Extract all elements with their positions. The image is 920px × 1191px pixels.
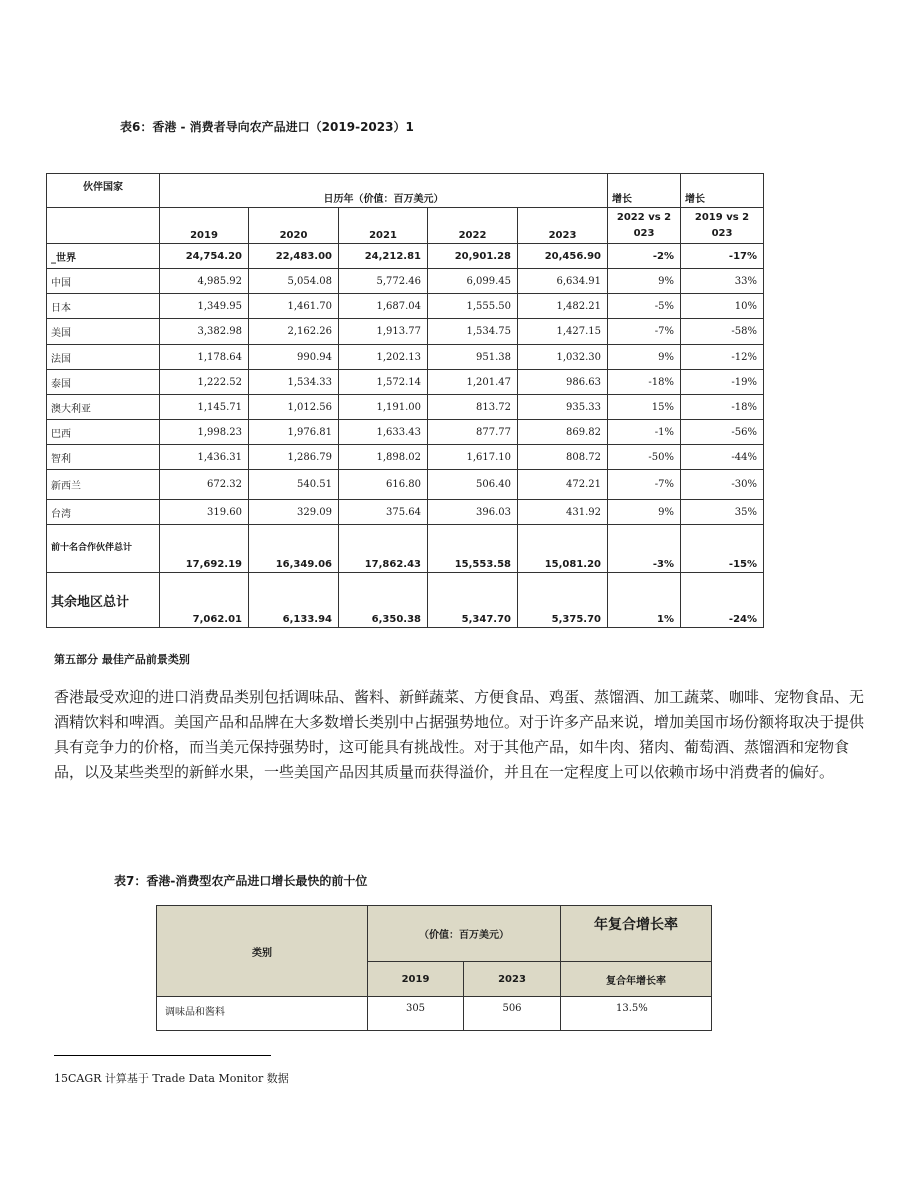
row-label: 法国 — [47, 345, 160, 370]
footnote-divider — [54, 1055, 271, 1056]
value-cell: 1,687.04 — [339, 294, 428, 319]
value-header: （价值：百万美元） — [368, 906, 561, 962]
row-label: 美国 — [47, 319, 160, 345]
growth-cell: 9% — [608, 345, 681, 370]
value-cell: 1,461.70 — [249, 294, 339, 319]
value-cell: 986.63 — [518, 370, 608, 395]
value-cell: 17,692.19 — [160, 525, 249, 573]
row-label: 前十名合作伙伴总计 — [47, 525, 160, 573]
footnote: 15CAGR 计算基于 Trade Data Monitor 数据 — [54, 1072, 289, 1085]
growth-cell: -18% — [681, 395, 764, 420]
growth-cell: -30% — [681, 470, 764, 500]
value-cell: 22,483.00 — [249, 244, 339, 269]
value-cell: 2,162.26 — [249, 319, 339, 345]
growth-cell: -2% — [608, 244, 681, 269]
table7-caption: 表7：香港-消费型农产品进口增长最快的前十位 — [114, 874, 368, 888]
section-title: 第五部分 最佳产品前景类别 — [54, 653, 190, 666]
value-cell: 5,347.70 — [428, 573, 518, 628]
year-header: 2020 — [249, 208, 339, 244]
row-label: 新西兰 — [47, 470, 160, 500]
value-cell: 1,555.50 — [428, 294, 518, 319]
value-cell: 17,862.43 — [339, 525, 428, 573]
growth-cell: -56% — [681, 420, 764, 445]
value-cell: 5,054.08 — [249, 269, 339, 294]
growth-cell: -12% — [681, 345, 764, 370]
growth-cell: -17% — [681, 244, 764, 269]
value-cell: 506 — [464, 997, 561, 1031]
table-row — [47, 395, 764, 420]
year-header: 2022 — [428, 208, 518, 244]
year-header-2019: 2019 — [368, 962, 464, 997]
value-cell: 3,382.98 — [160, 319, 249, 345]
value-cell: 20,456.90 — [518, 244, 608, 269]
growth-cell: 9% — [608, 500, 681, 525]
value-cell: 808.72 — [518, 445, 608, 470]
value-cell: 396.03 — [428, 500, 518, 525]
value-cell: 5,375.70 — [518, 573, 608, 628]
value-cell: 24,212.81 — [339, 244, 428, 269]
growth-cell: 35% — [681, 500, 764, 525]
growth-cell: -44% — [681, 445, 764, 470]
table-row — [47, 294, 764, 319]
value-cell: 672.32 — [160, 470, 249, 500]
table-row — [47, 370, 764, 395]
value-cell: 935.33 — [518, 395, 608, 420]
value-cell: 1,012.56 — [249, 395, 339, 420]
value-cell: 877.77 — [428, 420, 518, 445]
growth-header-1: 增长 — [608, 174, 681, 208]
value-cell: 15,553.58 — [428, 525, 518, 573]
value-cell: 7,062.01 — [160, 573, 249, 628]
value-cell: 16,349.06 — [249, 525, 339, 573]
value-cell: 1,222.52 — [160, 370, 249, 395]
row-label: 中国 — [47, 269, 160, 294]
year-header-2023: 2023 — [464, 962, 561, 997]
value-cell: 375.64 — [339, 500, 428, 525]
table-row — [47, 445, 764, 470]
value-cell: 1,202.13 — [339, 345, 428, 370]
value-cell: 5,772.46 — [339, 269, 428, 294]
cagr-cell: 13.5% — [561, 997, 712, 1031]
cagr-sub-header: 复合年增长率 — [561, 962, 712, 997]
growth-cell: -15% — [681, 525, 764, 573]
partner-header: 伙伴国家 — [47, 174, 160, 208]
row-label: 泰国 — [47, 370, 160, 395]
row-label: 澳大利亚 — [47, 395, 160, 420]
value-cell: 616.80 — [339, 470, 428, 500]
value-cell: 6,099.45 — [428, 269, 518, 294]
table-row — [47, 470, 764, 500]
value-cell: 1,178.64 — [160, 345, 249, 370]
row-label: 台湾 — [47, 500, 160, 525]
value-cell: 1,534.33 — [249, 370, 339, 395]
value-cell: 869.82 — [518, 420, 608, 445]
value-cell: 1,617.10 — [428, 445, 518, 470]
table-row — [47, 244, 764, 269]
value-cell: 1,032.30 — [518, 345, 608, 370]
value-cell: 1,534.75 — [428, 319, 518, 345]
year-header: 2021 — [339, 208, 428, 244]
year-header: 2023 — [518, 208, 608, 244]
value-cell: 15,081.20 — [518, 525, 608, 573]
table-row — [47, 269, 764, 294]
value-cell: 6,133.94 — [249, 573, 339, 628]
value-cell: 540.51 — [249, 470, 339, 500]
value-cell: 1,913.77 — [339, 319, 428, 345]
value-cell: 1,998.23 — [160, 420, 249, 445]
growth-cell: -7% — [608, 470, 681, 500]
value-cell: 431.92 — [518, 500, 608, 525]
calendar-header: 日历年（价值：百万美元） — [160, 174, 608, 208]
value-cell: 1,482.21 — [518, 294, 608, 319]
value-cell: 1,286.79 — [249, 445, 339, 470]
value-cell: 1,633.43 — [339, 420, 428, 445]
value-cell: 990.94 — [249, 345, 339, 370]
growth-cell: -18% — [608, 370, 681, 395]
growth-sub-header-2: 2019 vs 2 023 — [681, 208, 764, 244]
row-label: 巴西 — [47, 420, 160, 445]
value-cell: 24,754.20 — [160, 244, 249, 269]
table-row — [47, 345, 764, 370]
growth-cell: 15% — [608, 395, 681, 420]
growth-cell: 9% — [608, 269, 681, 294]
table-row — [47, 500, 764, 525]
section-paragraph: 香港最受欢迎的进口消费品类别包括调味品、酱料、新鲜蔬菜、方便食品、鸡蛋、蒸馏酒、加工蔬菜、咖啡、宠物食品、无酒精饮料和啤酒。美国产品和品牌在大多数增长类别中占据强势地位。对于许多产品来说，增加美国市场份额将取决于提供具有竞争力的价格，而当美元保持强势时，这可能具有挑战性。对于其他产品，如牛肉、猪肉、葡萄酒、蒸馏酒和宠物食品，以及某些类型的新鲜水果，一些美国产品因其质量而获得溢价，并且在一定程度上可以依赖市场中消费者的偏好。 — [54, 688, 865, 781]
value-cell: 1,976.81 — [249, 420, 339, 445]
cagr-header: 年复合增长率 — [561, 906, 712, 962]
growth-cell: -58% — [681, 319, 764, 345]
value-cell: 20,901.28 — [428, 244, 518, 269]
table6-caption: 表6：香港 - 消费者导向农产品进口（2019-2023）1 — [120, 120, 414, 134]
category-header: 类别 — [157, 906, 368, 997]
growth-sub-header-1: 2022 vs 2 023 — [608, 208, 681, 244]
value-cell: 1,201.47 — [428, 370, 518, 395]
value-cell: 4,985.92 — [160, 269, 249, 294]
value-cell: 6,350.38 — [339, 573, 428, 628]
growth-cell: -50% — [608, 445, 681, 470]
growth-cell: 10% — [681, 294, 764, 319]
year-header: 2019 — [160, 208, 249, 244]
table7 — [156, 905, 712, 1031]
category-cell: 调味品和酱料 — [157, 997, 368, 1031]
value-cell: 1,427.15 — [518, 319, 608, 345]
growth-cell: -3% — [608, 525, 681, 573]
table6 — [46, 173, 764, 628]
row-label: 智利 — [47, 445, 160, 470]
value-cell: 1,145.71 — [160, 395, 249, 420]
growth-cell: -24% — [681, 573, 764, 628]
growth-cell: -19% — [681, 370, 764, 395]
table-row — [47, 319, 764, 345]
growth-cell: -1% — [608, 420, 681, 445]
value-cell: 1,436.31 — [160, 445, 249, 470]
growth-cell: 33% — [681, 269, 764, 294]
value-cell: 1,572.14 — [339, 370, 428, 395]
value-cell: 813.72 — [428, 395, 518, 420]
row-label: _世界 — [47, 244, 160, 269]
growth-header-2: 增长 — [681, 174, 764, 208]
value-cell: 506.40 — [428, 470, 518, 500]
table-row — [47, 420, 764, 445]
table-row — [157, 997, 712, 1031]
value-cell: 329.09 — [249, 500, 339, 525]
value-cell: 1,349.95 — [160, 294, 249, 319]
growth-cell: -7% — [608, 319, 681, 345]
value-cell: 319.60 — [160, 500, 249, 525]
value-cell: 951.38 — [428, 345, 518, 370]
value-cell: 472.21 — [518, 470, 608, 500]
row-label: 日本 — [47, 294, 160, 319]
value-cell: 1,898.02 — [339, 445, 428, 470]
table-row — [47, 525, 764, 573]
growth-cell: 1% — [608, 573, 681, 628]
value-cell: 305 — [368, 997, 464, 1031]
value-cell: 1,191.00 — [339, 395, 428, 420]
row-label: 其余地区总计 — [47, 573, 160, 628]
value-cell: 6,634.91 — [518, 269, 608, 294]
table-row — [47, 573, 764, 628]
growth-cell: -5% — [608, 294, 681, 319]
